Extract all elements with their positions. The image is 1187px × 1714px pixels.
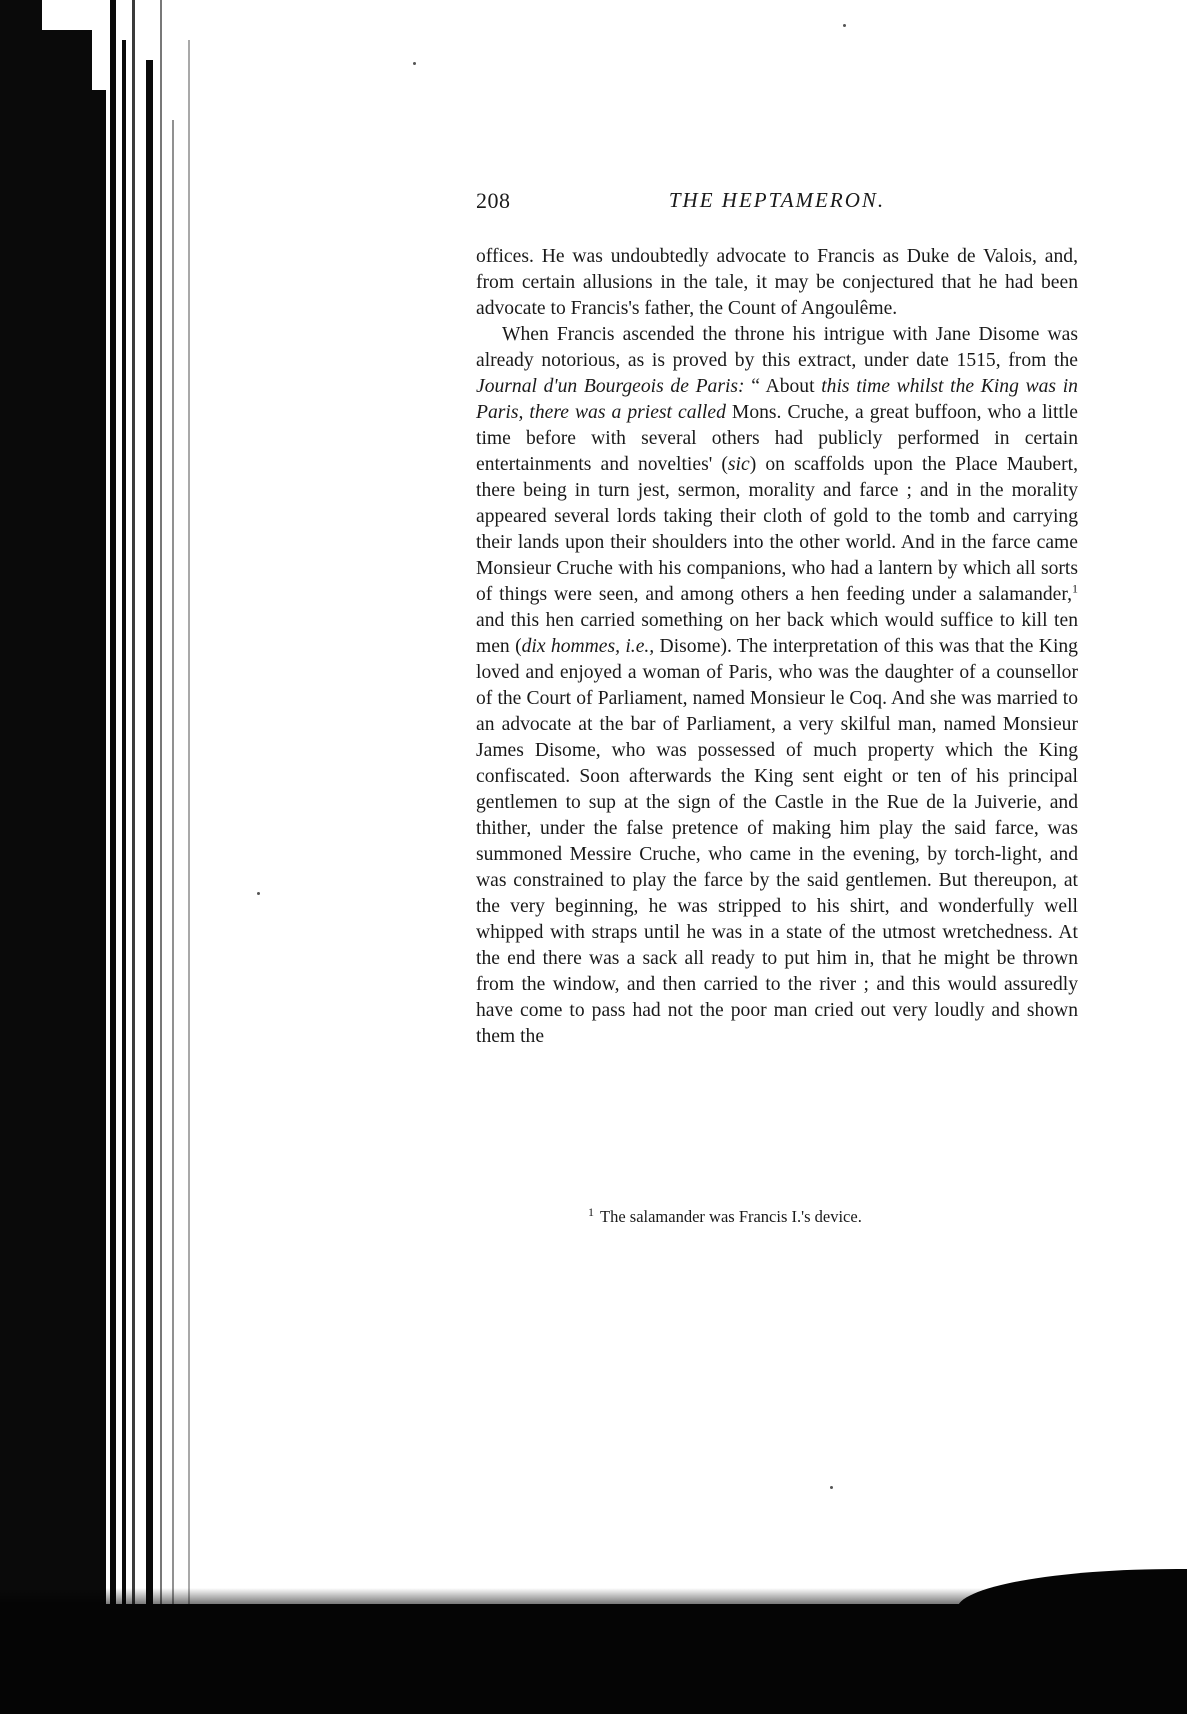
footnote-number: 1 [588, 1204, 594, 1219]
book-spine-shadow [0, 0, 200, 1714]
text-run: offices. He was undoubtedly advocate to Francis as Duke de Valois, and, from certain allusions in the tale, it may be conjectured that he had been advocate to Francis's father, the Count of Angoulême. [476, 246, 1078, 319]
text-run: and this hen carried something on her back which would suffice to kill ten men ( [476, 610, 1078, 657]
italic-text: sic [727, 454, 750, 475]
footnote-text: The salamander was Francis I.'s device. [600, 1207, 862, 1226]
running-title: THE HEPTAMERON. [668, 188, 886, 212]
dust-speck [830, 1486, 833, 1489]
italic-text: this time whilst the King was in Paris, there was a priest called [476, 376, 1078, 423]
footnote-reference: 1 [1072, 581, 1078, 596]
footnote [588, 1206, 862, 1228]
text-run: Mons. Cruche, a great buffoon, who a little time before with several others had publicly performed in certain entertainments and novelties' ( [476, 402, 1078, 475]
text-run: “ About [744, 376, 822, 397]
running-head [476, 188, 1078, 222]
paragraph [476, 244, 1078, 322]
dust-speck [257, 892, 260, 895]
text-run: When Francis ascended the throne his intrigue with Jane Disome was already notorious, as is proved by this extract, under date 1515, from the [476, 324, 1078, 371]
body-text [476, 244, 1078, 1050]
italic-text: dix hommes, i.e., [521, 636, 655, 657]
text-run: Disome). The interpretation of this was that the King loved and enjoyed a woman of Paris, who was the daughter of a counsellor of the Court of Parliament, named Monsieur le Coq. And she was married to an advocate at the bar of Parliament, a very skilful man, named Monsieur James Disome, who was possessed of much property which the King confiscated. Soon afterwards the King sent eight or ten of his principal gentlemen to sup at the sign of the Castle in the Rue de la Juiverie, and thither, under the false pretence of making him play the said farce, was summoned Messire Cruche, who came in the evening, by torch-light, and was constrained to play the farce by the said gentlemen. But thereupon, at the very beginning, he was stripped to his shirt, and wonderfully well whipped with straps until he was in a state of the utmost wretchedness. At the end there was a sack all ready to put him in, that he might be thrown from the window, and then carried to the river ; and this would assuredly have come to pass had not the poor man cried out very loudly and shown them the [476, 636, 1078, 1047]
italic-text: Journal d'un Bourgeois de Paris: [476, 376, 745, 397]
text-run: ) on scaffolds upon the Place Maubert, there being in turn jest, sermon, morality and farce ; and in the morality appeared several lords taking their cloth of gold to the tomb and carrying their lands upon their shoulders into the other world. And in the farce came Monsieur Cruche with his companions, who had a lantern by which all sorts of things were seen, and among others a hen feeding under a salamander, [476, 454, 1078, 605]
dust-speck [843, 24, 846, 27]
dust-speck [413, 62, 416, 65]
page-number: 208 [476, 188, 511, 213]
scan-bottom-edge [0, 1604, 1187, 1714]
paragraph [476, 322, 1078, 1050]
